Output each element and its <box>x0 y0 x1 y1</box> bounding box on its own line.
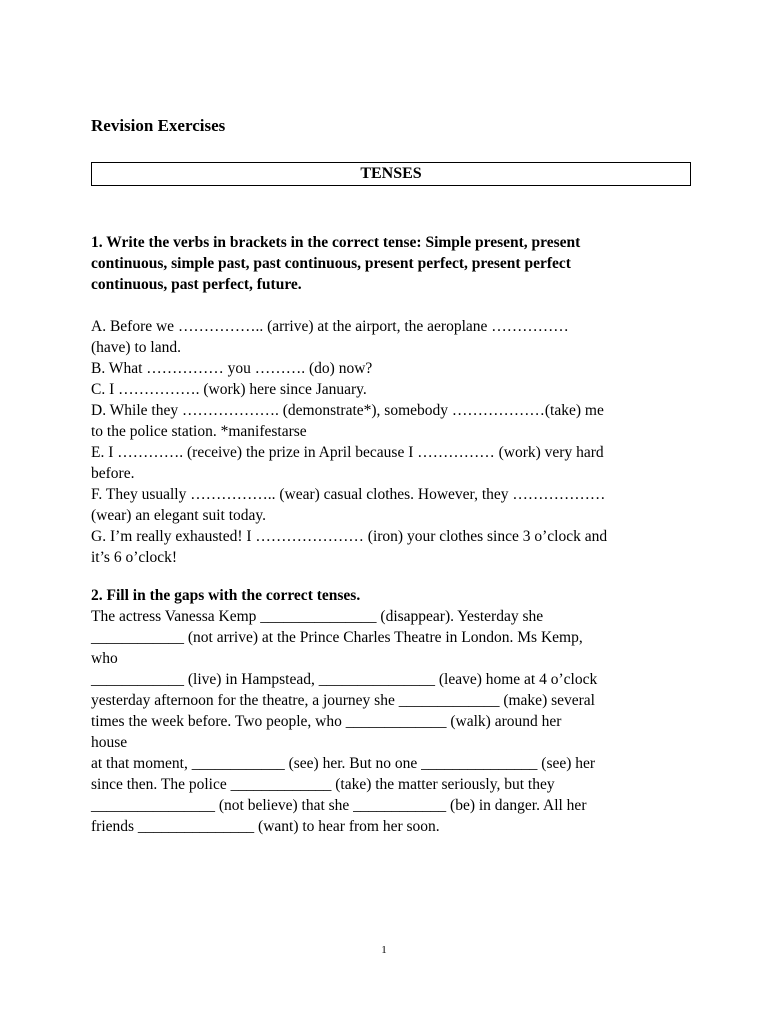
exercise-line: at that moment, ____________ (see) her. But no one _______________ (see) her <box>91 755 596 772</box>
exercise-1-items <box>91 316 691 568</box>
exercise-line: since then. The police _____________ (take) the matter seriously, but they <box>91 776 555 793</box>
exercise-line: ____________ (not arrive) at the Prince Charles Theatre in London. Ms Kemp, <box>91 629 583 646</box>
exercise-line: F. They usually …………….. (wear) casual clothes. However, they ……………… <box>91 486 606 503</box>
exercise-line: B. What …………… you ………. (do) now? <box>91 360 373 377</box>
exercise-line: (have) to land. <box>91 339 181 356</box>
exercise-line: yesterday afternoon for the theatre, a journey she _____________ (make) several <box>91 692 595 709</box>
exercise-line: A. Before we …………….. (arrive) at the airport, the aeroplane …………… <box>91 318 569 335</box>
exercise-line: (wear) an elegant suit today. <box>91 507 267 524</box>
exercise-line: to the police station. *manifestarse <box>91 423 307 440</box>
instruction-line: continuous, simple past, past continuous, present perfect, present perfect <box>91 255 571 272</box>
exercise-line: ________________ (not believe) that she ____________ (be) in danger. All her <box>91 797 587 814</box>
section-heading: TENSES <box>360 165 422 182</box>
exercise-line: E. I …………. (receive) the prize in April because I …………… (work) very hard <box>91 444 604 461</box>
document-title: Revision Exercises <box>91 116 226 135</box>
exercise-line: before. <box>91 465 135 482</box>
exercise-2 <box>91 585 691 837</box>
exercise-line: ____________ (live) in Hampstead, _______________ (leave) home at 4 o’clock <box>91 671 598 688</box>
exercise-line: who <box>91 650 118 667</box>
instruction-line: 1. Write the verbs in brackets in the correct tense: Simple present, present <box>91 234 581 251</box>
exercise-line: times the week before. Two people, who _____________ (walk) around her <box>91 713 562 730</box>
exercise-line: house <box>91 734 128 751</box>
exercise-line: friends _______________ (want) to hear from her soon. <box>91 818 440 835</box>
exercise-line: D. While they ………………. (demonstrate*), somebody ………………(take) me <box>91 402 604 419</box>
exercise-line: The actress Vanessa Kemp _______________ (disappear). Yesterday she <box>91 608 544 625</box>
instruction-line: continuous, past perfect, future. <box>91 276 302 293</box>
exercise-line: G. I’m really exhausted! I ………………… (iron) your clothes since 3 o’clock and <box>91 528 608 545</box>
section-heading-box <box>91 162 691 186</box>
exercise-line: C. I ……………. (work) here since January. <box>91 381 367 398</box>
exercise-2-instruction: 2. Fill in the gaps with the correct tenses. <box>91 587 361 604</box>
page-number: 1 <box>381 944 387 956</box>
exercise-1-instruction <box>91 232 691 295</box>
exercise-line: it’s 6 o’clock! <box>91 549 178 566</box>
